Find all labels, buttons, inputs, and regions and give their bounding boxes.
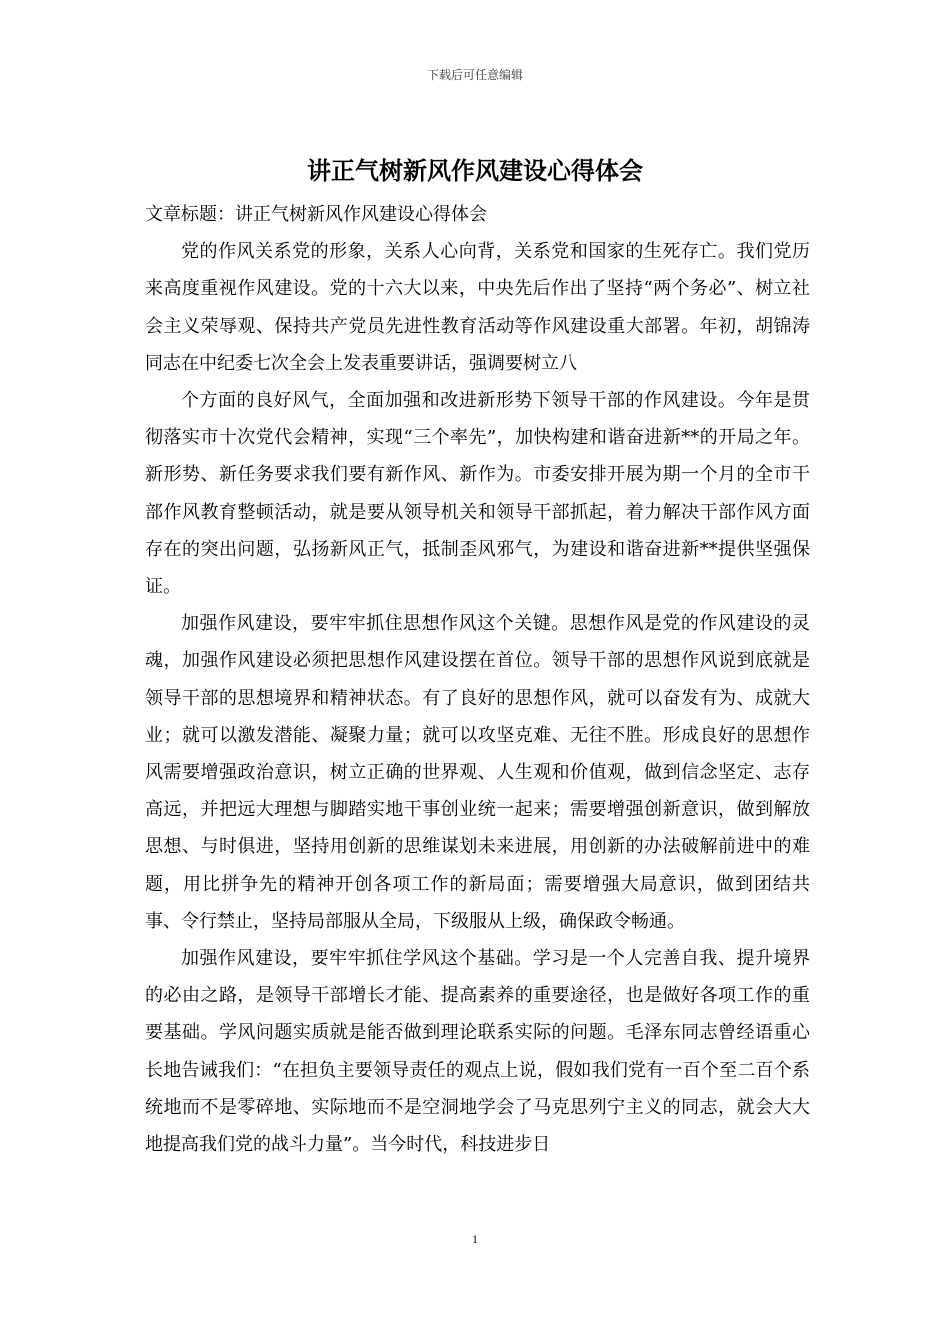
paragraph-4: 加强作风建设，要牢牢抓住学风这个基础。学习是一个人完善自我、提升境界的必由之路，是领导干部增长才能、提高素养的重要途径，也是做好各项工作的重要基础。学风问题实质就是能否做到理论联系实际的问题。毛泽东同志曾经语重心长地告诫我们：“在担负主要领导责任的观点上说，假如我们党有一百个至二百个系统地而不是零碎地、实际地而不是空洞地学会了马克思列宁主义的同志，就会大大地提高我们党的战斗力量”。当今时代，科技进步日 (145, 948, 810, 1156)
paragraph-2: 个方面的良好风气，全面加强和改进新形势下领导干部的作风建设。今年是贯彻落实市十次党代会精神，实现“三个率先”，加快构建和谐奋进新**的开局之年。新形势、新任务要求我们要有新作风、新作为。市委安排开展为期一个月的全市干部作风教育整顿活动，就是要从领导机关和领导干部抓起，着力解决干部作风方面存在的突出问题，弘扬新风正气，抵制歪风邪气，为建设和谐奋进新**提供坚强保证。 (145, 390, 810, 598)
page-number: 1 (472, 1232, 478, 1246)
document-title: 讲正气树新风作风建设心得体会 (307, 156, 643, 185)
paragraph-3: 加强作风建设，要牢牢抓住思想作风这个关键。思想作风是党的作风建设的灵魂，加强作风建设必须把思想作风建设摆在首位。领导干部的思想作风说到底就是领导干部的思想境界和精神状态。有了良好的思想作风，就可以奋发有为、成就大业；就可以激发潜能、凝聚力量；就可以攻坚克难、无往不胜。形成良好的思想作风需要增强政治意识，树立正确的世界观、人生观和价值观，做到信念坚定、志存高远，并把远大理想与脚踏实地干事创业统一起来；需要增强创新意识，做到解放思想、与时俱进，坚持用创新的思维谋划未来进展，用创新的办法破解前进中的难题，用比拼争先的精神开创各项工作的新局面；需要增强大局意识，做到团结共事、令行禁止，坚持局部服从全局，下级服从上级，确保政令畅通。 (145, 613, 810, 932)
article-title-line: 文章标题：讲正气树新风作风建设心得体会 (145, 204, 487, 225)
document-body (145, 196, 810, 1163)
page-header-note: 下载后可任意编辑 (426, 68, 523, 82)
paragraph-1: 党的作风关系党的形象，关系人心向背，关系党和国家的生死存亡。我们党历来高度重视作风建设。党的十六大以来，中央先后作出了坚持“两个务必”、树立社会主义荣辱观、保持共产党员先进性教育活动等作风建设重大部署。年初，胡锦涛同志在中纪委七次全会上发表重要讲话，强调要树立八 (145, 241, 810, 374)
